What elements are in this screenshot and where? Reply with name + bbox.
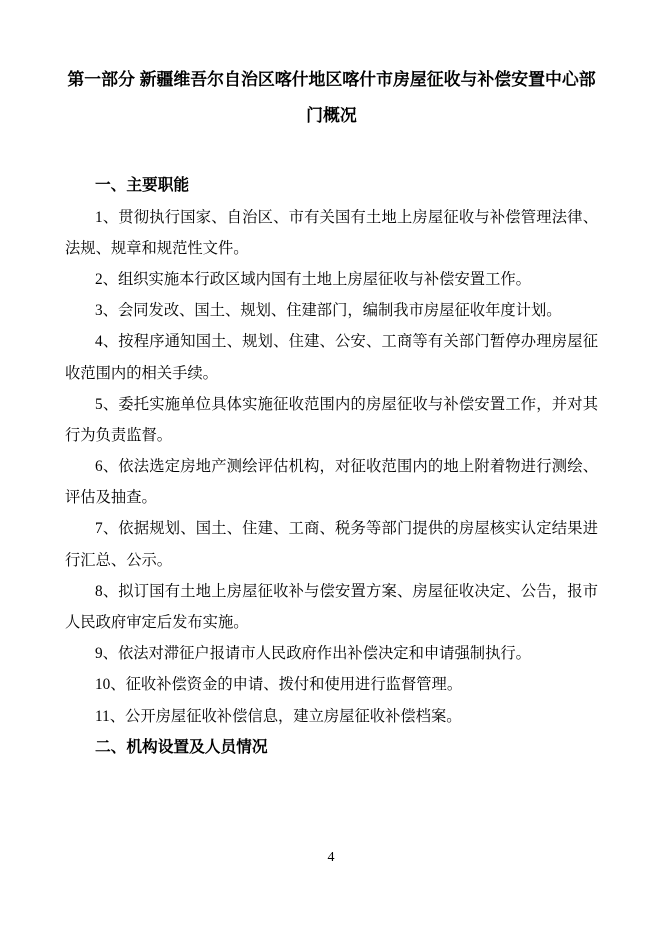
duty-item-line: 4、按程序通知国土、规划、住建、公安、工商等有关部门暂停办理房屋征 [95,333,598,351]
duty-item-line: 6、依法选定房地产测绘评估机构，对征收范围内的地上附着物进行测绘、 [95,458,598,476]
page-title [65,62,598,134]
duty-item-7 [65,513,598,575]
duty-item-line: 行汇总、公示。 [65,551,173,569]
duty-item-line: 人民政府审定后发布实施。 [65,614,249,632]
duty-item-8 [65,576,598,638]
duty-item-4 [65,326,598,388]
duty-item-11 [65,701,598,732]
duty-item-5 [65,389,598,451]
duty-item-line: 3、会同发改、国土、规划、住建部门，编制我市房屋征收年度计划。 [95,302,562,320]
page-title-line: 第一部分 新疆维吾尔自治区喀什地区喀什市房屋征收与补偿安置中心部 [67,70,596,89]
duty-item-10 [65,669,598,700]
duty-item-line: 5、委托实施单位具体实施征收范围内的房屋征收与补偿安置工作，并对其 [95,395,598,413]
duty-item-line: 收范围内的相关手续。 [65,364,218,382]
duty-item-line: 1、贯彻执行国家、自治区、市有关国有土地上房屋征收与补偿管理法律、 [95,208,598,226]
duty-item-9 [65,638,598,669]
duty-item-line: 行为负责监督。 [65,426,173,444]
duty-item-line: 10、征收补偿资金的申请、拨付和使用进行监督管理。 [95,676,463,694]
duty-item-line: 评估及抽查。 [65,489,157,507]
duty-item-1 [65,202,598,264]
page-title-line: 门概况 [306,106,357,125]
section-heading-main-functions: 一、主要职能 [95,177,190,195]
page-number: 4 [327,850,335,865]
duty-item-line: 8、拟订国有土地上房屋征收补与偿安置方案、房屋征收决定、公告，报市 [95,582,598,600]
duty-item-line: 11、公开房屋征收补偿信息，建立房屋征收补偿档案。 [95,707,462,725]
duty-item-2 [65,264,598,295]
duty-item-line: 7、依据规划、国土、住建、工商、税务等部门提供的房屋核实认定结果进 [95,520,598,538]
duty-item-line: 2、组织实施本行政区域内国有土地上房屋征收与补偿安置工作。 [95,270,531,288]
duty-item-6 [65,451,598,513]
duty-item-line: 法规、规章和规范性文件。 [65,239,249,257]
duty-item-line: 9、依法对滞征户报请市人民政府作出补偿决定和申请强制执行。 [95,645,531,663]
document-body [65,170,598,763]
duty-item-3 [65,295,598,326]
section-heading-organization-staffing: 二、机构设置及人员情况 [95,738,268,756]
